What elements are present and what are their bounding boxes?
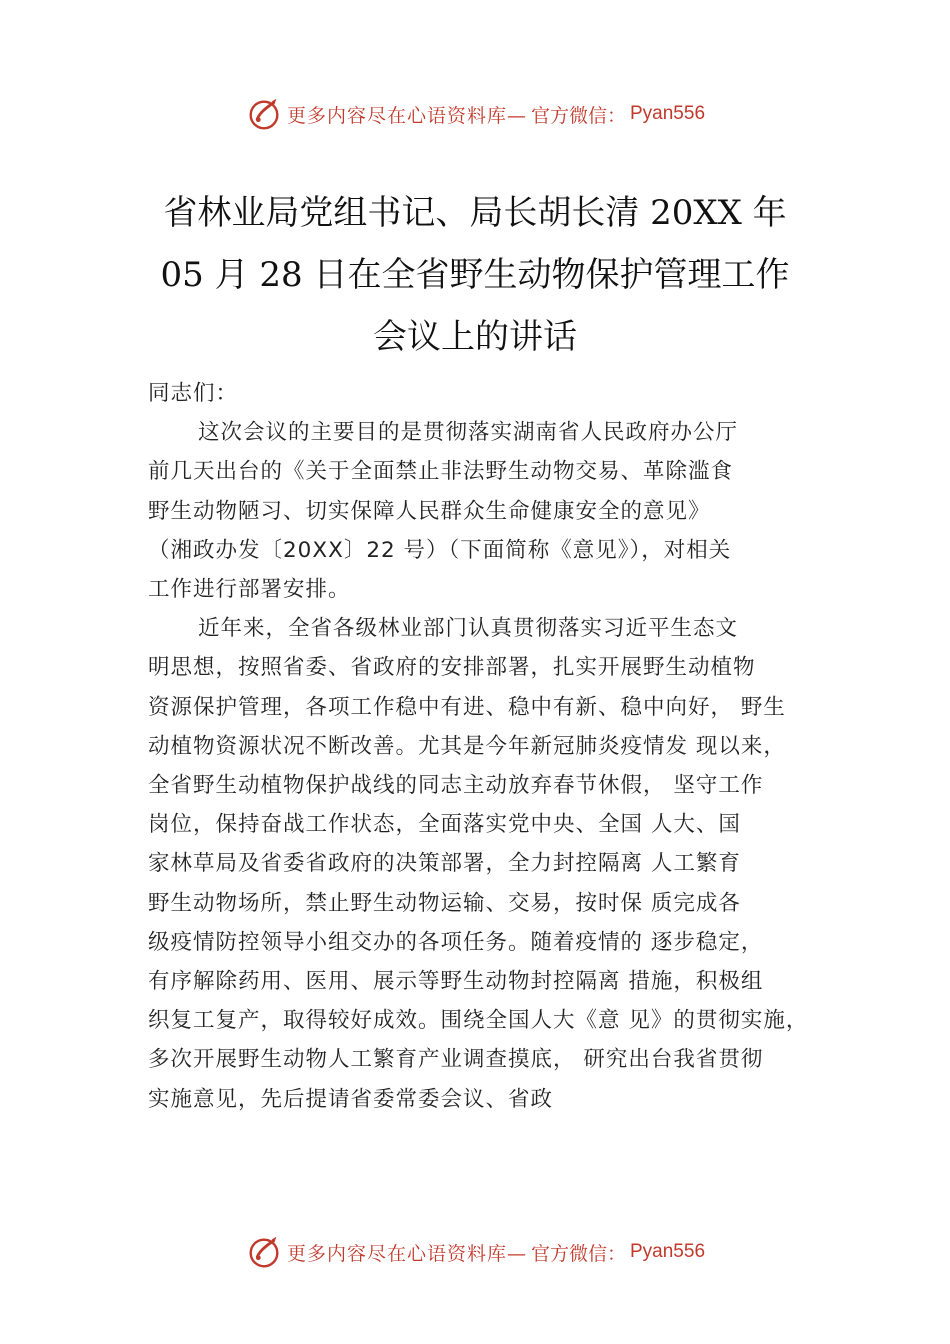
- footer-banner: [0, 1232, 950, 1272]
- paragraph-line: 实施意见，先后提请省委常委会议、省政: [148, 1086, 554, 1112]
- paragraph-line: 野生动物陋习、切实保障人民群众生命健康安全的意见》: [148, 498, 711, 524]
- title-line: 会议上的讲话: [373, 317, 577, 357]
- paragraph-line: 这次会议的主要目的是贯彻落实湖南省人民政府办公厅: [198, 420, 739, 446]
- paragraph-line: 织复工复产，取得较好成效。围绕全国人大《意 见》的贯彻实施，: [148, 1008, 809, 1034]
- paragraph-line: 多次开展野生动物人工繁育产业调查摸底， 研究出台我省贯彻: [148, 1047, 764, 1073]
- brand-logo-icon: [245, 1233, 283, 1271]
- paragraph-line: 资源保护管理，各项工作稳中有进、稳中有新、稳中向好， 野生: [148, 694, 786, 720]
- banner-text: 更多内容尽在心语资料库—: [286, 1242, 527, 1265]
- paragraph-line: 有序解除药用、医用、展示等野生动物封控隔离 措施，积极组: [148, 969, 764, 995]
- paragraph-line: 动植物资源状况不断改善。尤其是今年新冠肺炎疫情发 现以来，: [148, 733, 786, 759]
- header-banner: [0, 94, 950, 134]
- banner-wechat-id: Pyan556: [630, 103, 706, 124]
- paragraph-line: 岗位，保持奋战工作状态，全面落实党中央、全国 人大、国: [148, 812, 741, 838]
- brand-logo-icon: [245, 95, 283, 133]
- paragraph-line: （湘政办发〔20XX〕22 号）（下面简称《意见》），对相关: [148, 537, 732, 563]
- title-line: 05 月 28 日在全省野生动物保护管理工作: [160, 255, 790, 295]
- paragraph-line: 家林草局及省委省政府的决策部署，全力封控隔离 人工繁育: [148, 851, 741, 877]
- banner-wechat-id: Pyan556: [630, 1241, 706, 1262]
- paragraph-line: 近年来，全省各级林业部门认真贯彻落实习近平生态文: [198, 616, 739, 642]
- paragraph-line: 级疫情防控领导小组交办的各项任务。随着疫情的 逐步稳定，: [148, 929, 764, 955]
- paragraph-line: 全省野生动植物保护战线的同志主动放弃春节休假， 坚守工作: [148, 773, 764, 799]
- document-body: [148, 374, 838, 1119]
- title-line: 省林业局党组书记、局长胡长清 20XX 年: [163, 193, 787, 233]
- banner-wechat-label: 官方微信：: [530, 104, 626, 127]
- banner-text: 更多内容尽在心语资料库—: [286, 104, 527, 127]
- document-title: [100, 182, 850, 368]
- salutation: 同志们：: [148, 381, 239, 406]
- paragraph-line: 前几天出台的《关于全面禁止非法野生动物交易、革除滥食: [148, 459, 734, 485]
- paragraph-line: 明思想，按照省委、省政府的安排部署，扎实开展野生动植物: [148, 655, 756, 681]
- banner-wechat-label: 官方微信：: [530, 1242, 626, 1265]
- paragraph-line: 野生动物场所，禁止野生动物运输、交易，按时保 质完成各: [148, 890, 741, 916]
- paragraph-line: 工作进行部署安排。: [148, 577, 351, 603]
